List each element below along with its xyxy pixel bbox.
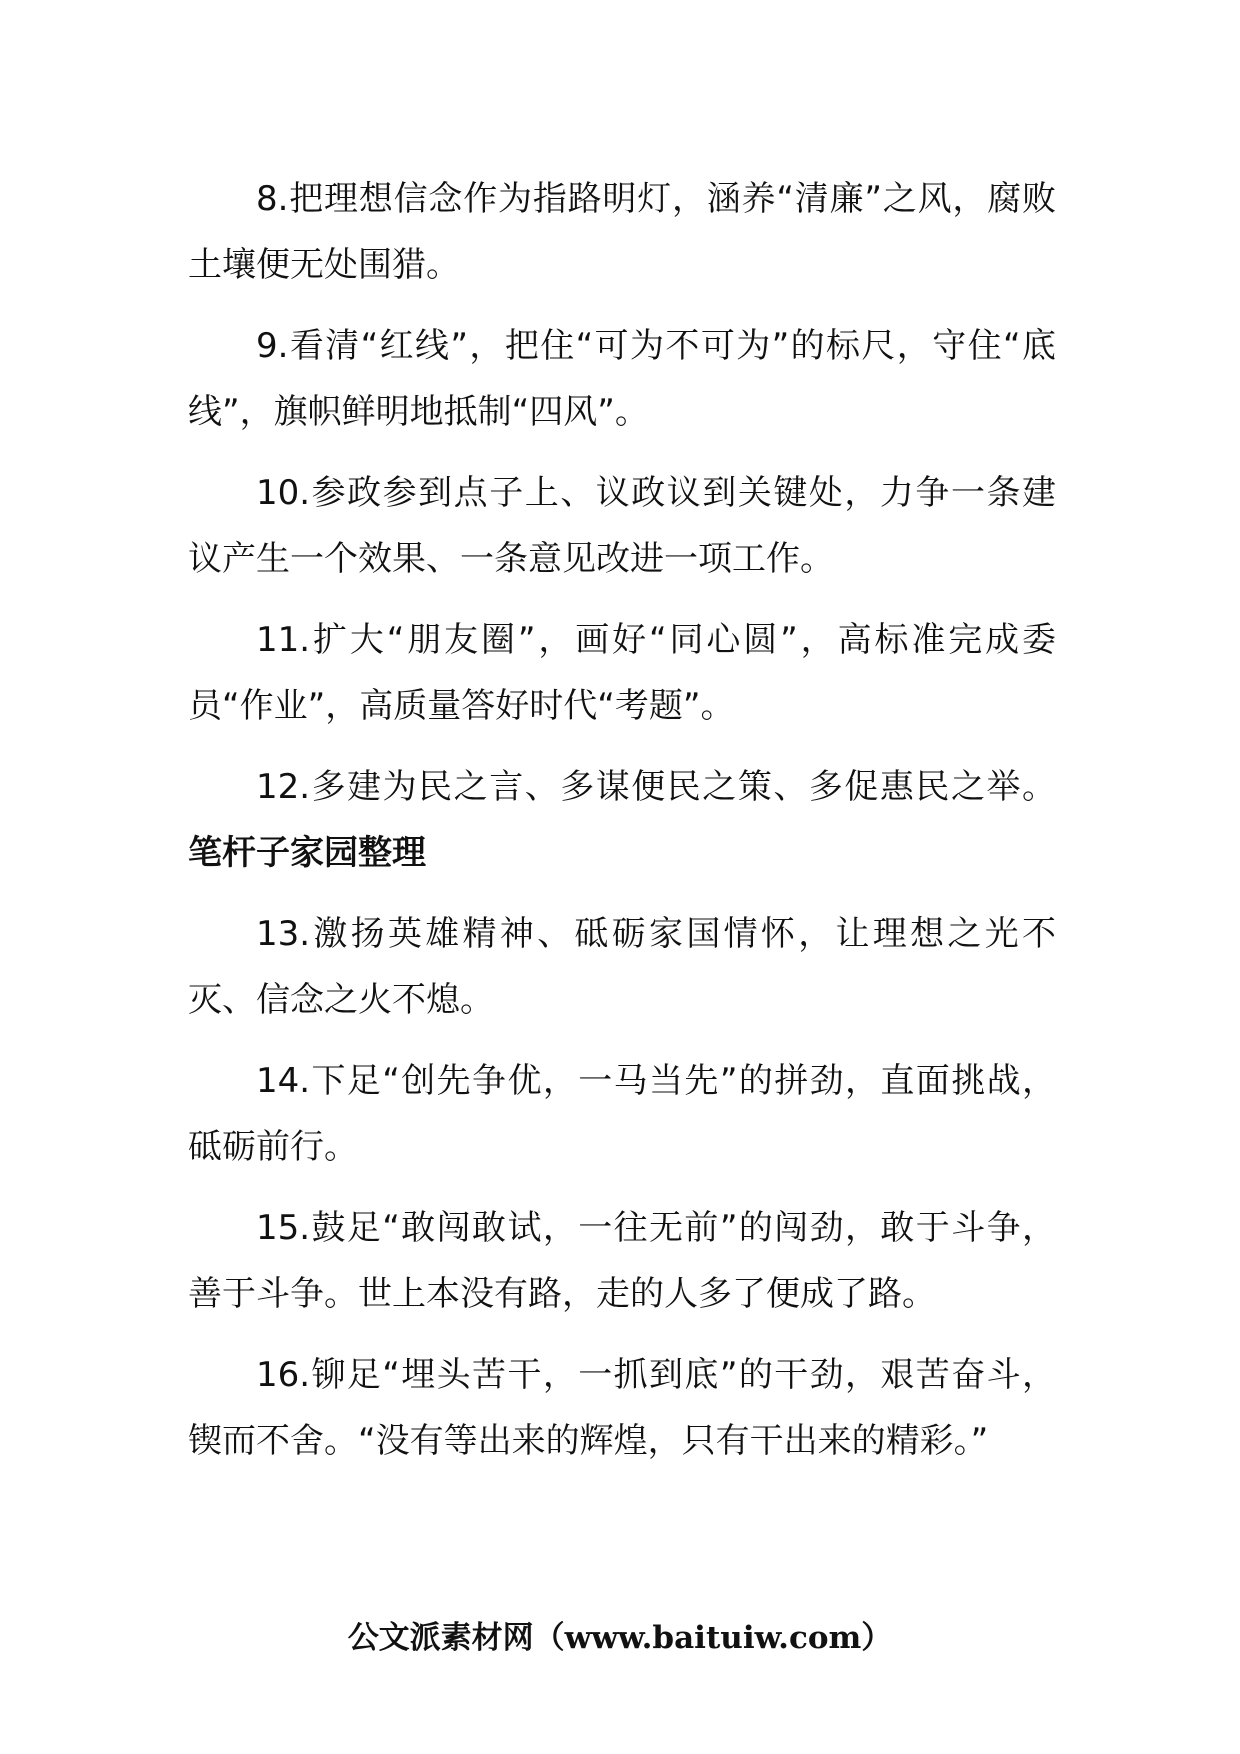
watermark-note: 笔杆子家园整理 bbox=[188, 833, 426, 873]
paragraph-text: 10.参政参到点子上、议政议到关键处，力争一条建议产生一个效果、一条意见改进一项工作。 bbox=[188, 473, 1056, 579]
paragraph-15 bbox=[188, 1195, 1056, 1327]
paragraph-10 bbox=[188, 460, 1056, 592]
paragraph-text: 8.把理想信念作为指路明灯，涵养“清廉”之风，腐败土壤便无处围猎。 bbox=[188, 179, 1056, 285]
paragraph-text: 13.激扬英雄精神、砥砺家国情怀，让理想之光不灭、信念之火不熄。 bbox=[188, 914, 1056, 1020]
paragraph-text: 16.铆足“埋头苦干，一抓到底”的干劲，艰苦奋斗，锲而不舍。“没有等出来的辉煌，只有干出来的精彩。” bbox=[188, 1355, 1056, 1461]
paragraph-8 bbox=[188, 166, 1056, 298]
paragraph-text: 11.扩大“朋友圈”，画好“同心圆”，高标准完成委员“作业”，高质量答好时代“考题”。 bbox=[188, 620, 1056, 726]
paragraph-16 bbox=[188, 1342, 1056, 1474]
paragraph-text: 12.多建为民之言、多谋便民之策、多促惠民之举。 bbox=[256, 767, 1056, 807]
paragraph-text: 14.下足“创先争优，一马当先”的拼劲，直面挑战，砥砺前行。 bbox=[188, 1061, 1056, 1167]
paragraph-11 bbox=[188, 607, 1056, 739]
paragraph-text: 9.看清“红线”，把住“可为不可为”的标尺，守住“底线”，旗帜鲜明地抵制“四风”。 bbox=[188, 326, 1056, 432]
paragraph-14 bbox=[188, 1048, 1056, 1180]
document-body bbox=[188, 166, 1056, 1489]
page-footer: 公文派素材网（www.baituiw.com） bbox=[347, 1620, 893, 1656]
paragraph-9 bbox=[188, 313, 1056, 445]
paragraph-text: 15.鼓足“敢闯敢试，一往无前”的闯劲，敢于斗争，善于斗争。世上本没有路，走的人多了便成了路。 bbox=[188, 1208, 1056, 1314]
paragraph-13 bbox=[188, 901, 1056, 1033]
paragraph-12 bbox=[188, 754, 1056, 886]
